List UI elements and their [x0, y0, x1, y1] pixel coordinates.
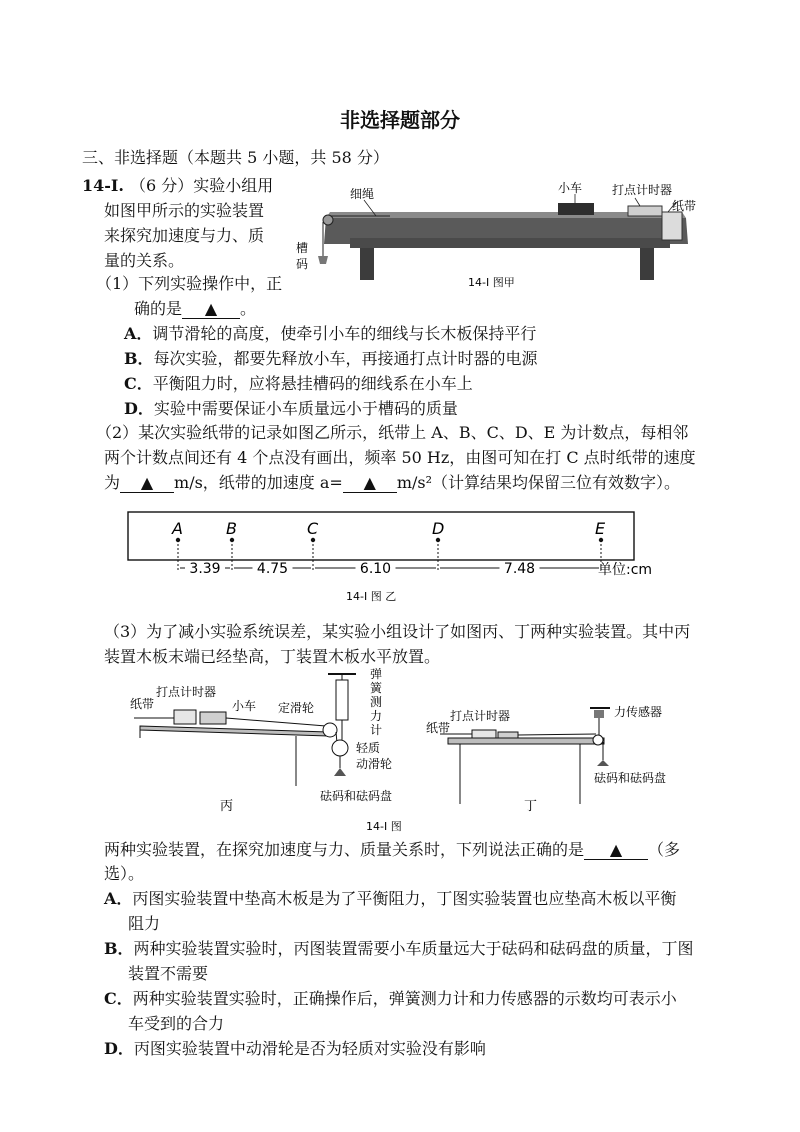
- leader-line: [635, 198, 640, 206]
- figure-yi: [120, 508, 680, 608]
- part3-answer-blank[interactable]: ▲: [584, 841, 648, 860]
- bing-label-light-2: 动滑轮: [356, 757, 393, 771]
- force-sensor: [594, 710, 604, 718]
- figure-bing-ding: [120, 668, 720, 836]
- bing-label-timer: 打点计时器: [156, 685, 217, 699]
- tape-distance-label: 3.39: [189, 561, 221, 577]
- bing-label-light-1: 轻质: [356, 741, 381, 755]
- ding-label-timer: 打点计时器: [450, 709, 511, 723]
- option-text: 调节滑轮的高度，使牵引小车的细线与长木板保持平行: [152, 324, 537, 343]
- ding-board: [448, 738, 604, 744]
- intro-line-2: 如图甲所示的实验装置: [104, 201, 265, 220]
- tape-distance-label: 4.75: [256, 561, 289, 577]
- acceleration-answer-blank[interactable]: ▲: [343, 474, 397, 493]
- table-leg: [640, 244, 654, 280]
- figure-jia: [290, 176, 710, 296]
- ding-label-sensor: 力传感器: [614, 705, 663, 719]
- bing-label-spring-4: 力: [370, 709, 383, 723]
- option-letter: C．: [104, 989, 133, 1008]
- part3-option-c: [104, 987, 677, 1011]
- part1-option-a: [124, 322, 536, 346]
- cart: [558, 203, 594, 215]
- figure-caption-bing-ding: 14-I 图: [366, 820, 402, 833]
- option-text: 两种实验装置实验时，丙图装置需要小车质量远大于砝码和砝码盘的质量，丁图: [133, 939, 694, 958]
- part2-line1: （2）某次实验纸带的记录如图乙所示，纸带上 A、B、C、D、E 为计数点，每相邻: [96, 423, 689, 442]
- label-timer: 打点计时器: [612, 183, 673, 197]
- bing-timer: [174, 710, 196, 724]
- inclined-board: [140, 726, 328, 736]
- figure-caption-yi: 14-I 图 乙: [346, 590, 397, 603]
- bing-label-weights: 砝码和砝码盘: [320, 789, 393, 803]
- bing-label-fixed-pulley: 定滑轮: [278, 701, 315, 715]
- part3-option-a: [104, 887, 676, 911]
- tape-dot: [230, 538, 234, 542]
- option-letter: D．: [104, 1039, 134, 1058]
- option-text: 丙图实验装置中动滑轮是否为轻质对实验没有影响: [133, 1039, 486, 1058]
- option-text: 丙图实验装置中垫高木板是为了平衡阻力，丁图实验装置也应垫高木板以平衡: [132, 889, 677, 908]
- paper-tape: [128, 512, 634, 560]
- part1-option-b: [124, 347, 538, 371]
- figure-bing: [130, 668, 392, 814]
- part3-option-b: [104, 937, 694, 961]
- option-letter: B．: [104, 939, 134, 958]
- part2-text-c: m/s²（计算结果均保留三位有效数字）。: [396, 473, 681, 492]
- spring-scale: [336, 680, 348, 720]
- unit-label: 单位:cm: [598, 562, 653, 578]
- part3-option-d: [104, 1037, 486, 1061]
- tape-point-label: C: [307, 519, 319, 538]
- bing-string: [226, 718, 326, 726]
- label-weight-2: 码: [296, 257, 309, 271]
- option-letter: B．: [124, 349, 154, 368]
- intro-line-3: 来探究加速度与力、质: [104, 226, 265, 245]
- part1-option-d: [124, 397, 458, 421]
- table-leg: [360, 244, 374, 280]
- ding-weight-pan: [597, 760, 609, 766]
- question-number: 14-I.: [82, 176, 124, 195]
- option-letter: A．: [124, 324, 153, 343]
- pulley: [323, 215, 333, 225]
- part1-answer-blank[interactable]: ▲: [182, 300, 240, 319]
- part2-line3: [104, 471, 680, 495]
- ding-label-weights: 砝码和砝码盘: [594, 771, 667, 785]
- bing-cart: [200, 712, 226, 724]
- track-end-block: [662, 212, 682, 240]
- ding-label-tape: 纸带: [426, 721, 451, 735]
- ding-cart: [498, 732, 518, 738]
- tape-point-label: D: [432, 519, 445, 538]
- bing-label-tape: 纸带: [130, 697, 155, 711]
- hook-weight: [318, 256, 328, 264]
- timer-device: [628, 206, 662, 216]
- tape-point-label: E: [595, 519, 606, 538]
- part3-line2: 装置木板末端已经垫高，丁装置木板水平放置。: [104, 647, 441, 666]
- ding-pulley: [593, 735, 603, 745]
- tape-dot: [311, 538, 315, 542]
- part2-text-a: 为: [104, 473, 121, 492]
- label-weight-1: 槽: [296, 241, 309, 255]
- tape-dot: [176, 538, 180, 542]
- bing-figure-label: 丙: [220, 799, 234, 814]
- tape-dot: [599, 538, 603, 542]
- tape-point-label: B: [226, 519, 237, 538]
- part3-line1: （3）为了减小实验系统误差，某实验小组设计了如图丙、丁两种实验装置。其中丙: [104, 622, 691, 641]
- part3-question-line2: 选）。: [104, 864, 145, 883]
- tape-dot: [436, 538, 440, 542]
- figure-ding: [426, 704, 666, 814]
- fixed-pulley-wheel: [323, 723, 337, 737]
- option-text: 两种实验装置实验时，正确操作后，弹簧测力计和力传感器的示数均可表示小: [132, 989, 677, 1008]
- tape-point-label: A: [172, 519, 183, 538]
- table-frame: [350, 238, 670, 248]
- part3-question-pre: 两种实验装置，在探究加速度与力、质量关系时，下列说法正确的是: [104, 840, 585, 859]
- figure-caption-jia: 14-I 图甲: [468, 276, 515, 289]
- bing-label-spring-2: 簧: [370, 681, 383, 695]
- bing-label-cart: 小车: [232, 699, 257, 713]
- page-title: 非选择题部分: [340, 108, 460, 132]
- option-text: 每次实验，都要先释放小车，再接通打点计时器的电源: [153, 349, 538, 368]
- part1-stem-post: 。: [240, 299, 257, 318]
- part3-question: [104, 838, 680, 862]
- label-tape: 纸带: [672, 199, 697, 213]
- option-text: 平衡阻力时，应将悬挂槽码的细线系在小车上: [152, 374, 473, 393]
- tape-distance-label: 6.10: [359, 561, 392, 577]
- part1-stem-line1: （1）下列实验操作中，正: [96, 274, 283, 293]
- intro-line-1: （6 分）实验小组用: [130, 176, 274, 195]
- ding-figure-label: 丁: [524, 799, 538, 814]
- part3-option-c-cont: 车受到的合力: [128, 1014, 225, 1033]
- ding-timer: [472, 730, 496, 738]
- velocity-answer-blank[interactable]: ▲: [120, 474, 174, 493]
- part1-stem-pre: 确的是: [134, 299, 183, 318]
- section-heading: 三、非选择题（本题共 5 小题，共 58 分）: [82, 148, 389, 167]
- bing-label-spring-5: 计: [370, 723, 383, 737]
- option-letter: D．: [124, 399, 154, 418]
- moving-pulley-wheel: [332, 740, 348, 756]
- option-letter: C．: [124, 374, 153, 393]
- tape-distance-label: 7.48: [503, 561, 536, 577]
- part2-text-b: m/s，纸带的加速度 a=: [174, 473, 343, 492]
- part3-question-post: （多: [648, 840, 681, 859]
- option-letter: A．: [104, 889, 133, 908]
- part3-option-a-cont: 阻力: [128, 914, 161, 933]
- part3-option-b-cont: 装置不需要: [128, 964, 209, 983]
- ding-string: [518, 734, 596, 735]
- part2-line2: 两个计数点间还有 4 个点没有画出，频率 50 Hz，由图可知在打 C 点时纸带的速度: [104, 448, 696, 467]
- bing-label-spring-1: 弹: [370, 668, 383, 681]
- part1-option-c: [124, 372, 473, 396]
- part1-stem-line2: [134, 297, 256, 321]
- label-rope: 细绳: [350, 187, 375, 201]
- intro-line-4: 量的关系。: [104, 251, 185, 270]
- weight-pan: [334, 768, 346, 776]
- bing-label-spring-3: 测: [370, 695, 383, 709]
- label-cart: 小车: [558, 181, 583, 195]
- option-text: 实验中需要保证小车质量远小于槽码的质量: [153, 399, 458, 418]
